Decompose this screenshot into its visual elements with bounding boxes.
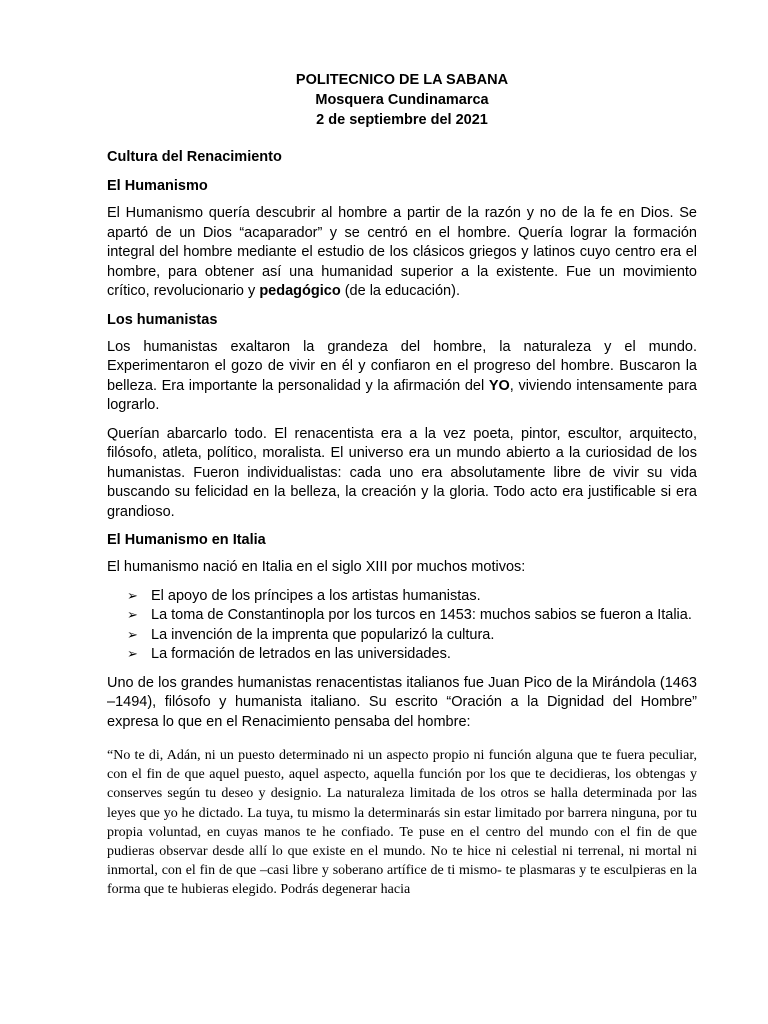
list-item-text: La formación de letrados en las universidades.: [151, 646, 451, 662]
paragraph-humanismo: [107, 204, 697, 302]
list-item-text: La toma de Constantinopla por los turcos en 1453: muchos sabios se fueron a Italia.: [151, 607, 692, 623]
paragraph-pico: Uno de los grandes humanistas renacentistas italianos fue Juan Pico de la Mirándola (1463 –1494), filósofo y humanista italiano. Su escrito “Oración a la Dignidad del Hombre” expresa lo que en el Renacimiento pensaba del hombre:: [107, 674, 697, 730]
paragraph-humanismo-text-a: El Humanismo quería descubrir al hombre a partir de la razón y no de la fe en Dios. Se apartó de un Dios “acaparador” y se centró en el hombre. Quería lograr la formación integral del hombre mediante el estudio de los clásicos griegos y latinos cuyo centro era el hombre, para obtener así una humanidad superior a la existente. Fue un movimiento crítico, revolucionario y: [107, 205, 697, 299]
heading-humanismo-italia: El Humanismo en Italia: [107, 532, 266, 548]
heading-cultura: Cultura del Renacimiento: [107, 149, 282, 165]
list-item: [125, 587, 697, 607]
document-date: 2 de septiembre del 2021: [316, 112, 488, 128]
paragraph-humanismo-bold: pedagógico: [259, 283, 341, 299]
arrow-bullet-icon: ➢: [127, 627, 138, 643]
list-item-text: La invención de la imprenta que popularizó la cultura.: [151, 626, 495, 643]
arrow-bullet-icon: ➢: [127, 608, 138, 623]
arrow-bullet-icon: ➢: [127, 588, 138, 604]
paragraph-humanistas: [107, 338, 697, 416]
list-item-text: El apoyo de los príncipes a los artistas humanistas.: [151, 587, 481, 604]
quote-oracion: “No te di, Adán, ni un puesto determinado ni un aspecto propio ni función alguna que te fuera peculiar, con el fin de que aquel puesto, aquel aspecto, aquella función por los que te decidieras, los obtengas y conserves según tu deseo y designio. La naturaleza limitada de los otros se halla determinada por las leyes que yo he dictado. La tuya, tu mismo la determinarás sin estar limitado por barrera ninguna, por tu propia voluntad, en cuyas manos te he confiado. Te puse en el centro del mundo con el fin de que pudieras observar desde allí lo que existe en el mundo. No te hice ni celestial ni terrenal, ni mortal ni inmortal, con el fin de que –casi libre y soberano artífice de ti mismo- te plasmaras y te esculpieras en la forma que te hubieras elegido. Podrás degenerar hacia: [107, 748, 697, 898]
paragraph-italia-intro: El humanismo nació en Italia en el siglo XIII por muchos motivos:: [107, 559, 526, 575]
institution-name: POLITECNICO DE LA SABANA: [295, 72, 509, 88]
heading-humanismo: El Humanismo: [107, 178, 208, 194]
document-header: [107, 0, 697, 130]
list-item: [125, 626, 697, 646]
paragraph-humanistas-text-b: , viviendo intensamente para lograrlo.: [107, 377, 697, 413]
document-body: [107, 0, 697, 900]
paragraph-humanistas-text-a: Los humanistas exaltaron la grandeza del hombre, la naturaleza y el mundo. Experimentaron el gozo de vivir en él y confiaron en el progreso del hombre. Buscaron la belleza. Era importante la personalidad y la afirmación del: [107, 338, 697, 394]
list-item: [125, 645, 697, 665]
paragraph-querian: Querían abarcarlo todo. El renacentista era a la vez poeta, pintor, escultor, arquitecto, filósofo, atleta, político, moralista. El universo era un mundo abierto a la curiosidad de los humanistas. Fueron individualistas: cada uno era absolutamente libre de vivir su vida buscando su felicidad en la belleza, la creación y la gloria. Todo acto era justificable si era grandioso.: [107, 425, 697, 520]
location: Mosquera Cundinamarca: [315, 92, 489, 108]
paragraph-humanistas-bold: YO: [488, 377, 510, 394]
motives-list: [107, 587, 697, 665]
arrow-bullet-icon: ➢: [127, 647, 138, 662]
heading-humanistas: Los humanistas: [107, 311, 218, 328]
list-item: [125, 606, 697, 626]
paragraph-humanismo-text-b: (de la educación).: [340, 283, 460, 299]
